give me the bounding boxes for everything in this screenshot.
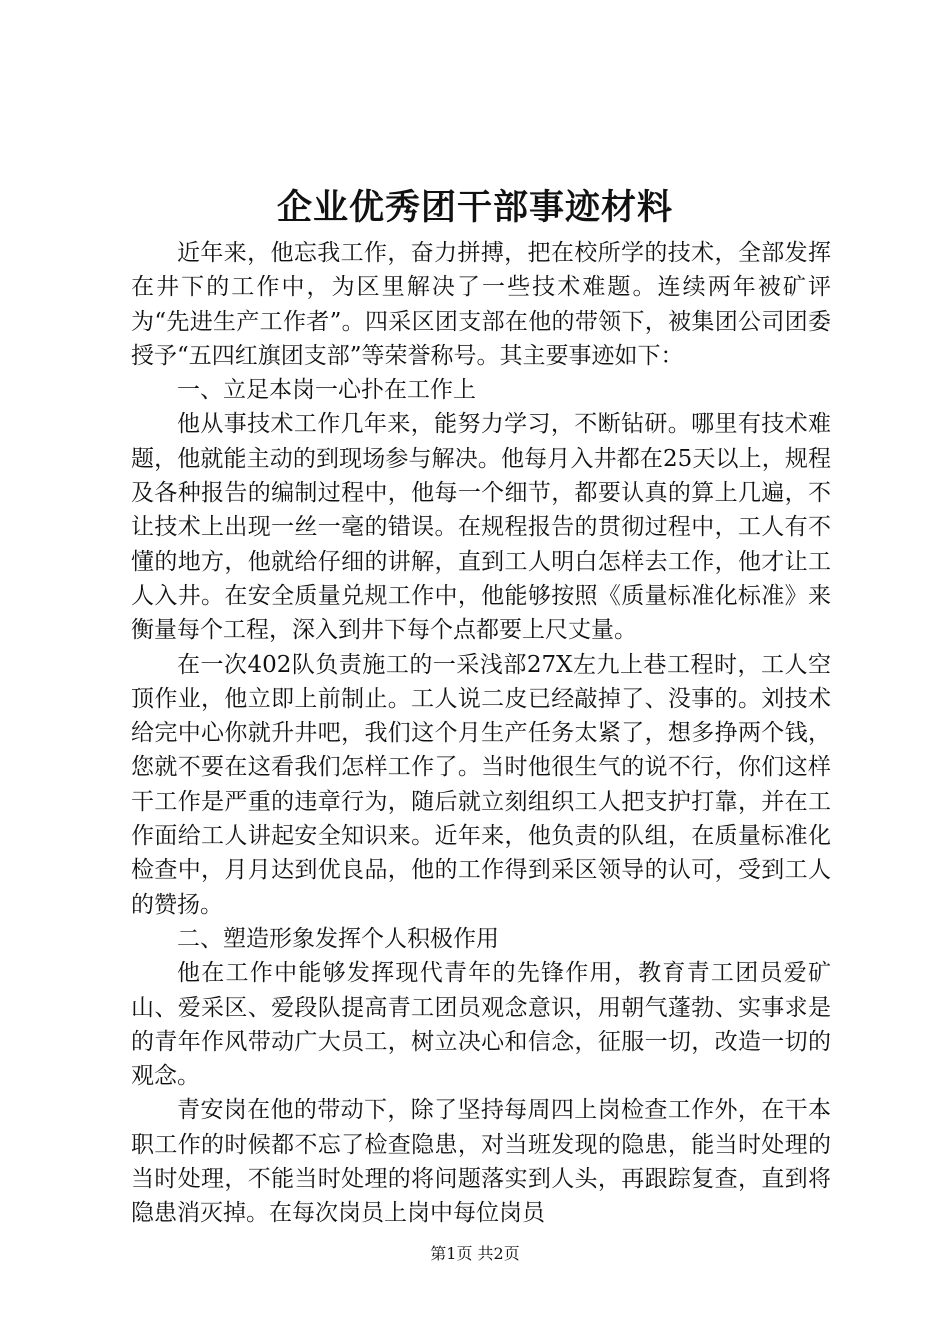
paragraph-intro: 近年来，他忘我工作，奋力拼搏，把在校所学的技术，全部发挥在井下的工作中，为区里解决了一些技术难题。连续两年被矿评为“先进生产工作者”。四采区团支部在他的带领下，被集团公司团委授予“五四红旗团支部”等荣誉称号。其主要事迹如下： [131,240,831,369]
paragraph-youth-role: 他在工作中能够发挥现代青年的先锋作用，教育青工团员爱矿山、爱采区、爱段队提高青工团员观念意识，用朝气蓬勃、实事求是的青年作风带动广大员工，树立决心和信念，征服一切，改造一切的观念。 [131,960,831,1090]
section-heading-1: 一、立足本岗一心扑在工作上 [177,377,476,404]
document-body [131,236,831,1231]
paragraph-technical-work: 他从事技术工作几年来，能努力学习，不断钻研。哪里有技术难题，他就能主动的到现场参与解决。他每月入井都在25天以上，规程及各种报告的编制过程中，他每一个细节，都要认真的算上几遍，不让技术上出现一丝一毫的错误。在规程报告的贯彻过程中，工人有不懂的地方，他就给仔细的讲解，直到工人明白怎样去工作，他才让工人入井。在安全质量兑规工作中，他能够按照《质量标准化标准》来衡量每个工程，深入到井下每个点都要上尺丈量。 [131,411,831,644]
page-footer: 第1页 共2页 [430,1244,520,1263]
paragraph-safety-post: 青安岗在他的带动下，除了坚持每周四上岗检查工作外，在干本职工作的时候都不忘了检查隐患，对当班发现的隐患，能当时处理的当时处理，不能当时处理的将问题落实到人头，再跟踪复查，直到将隐患消灭掉。在每次岗员上岗中每位岗员 [131,1097,831,1227]
section-heading-2: 二、塑造形象发挥个人积极作用 [177,925,499,952]
document-title: 企业优秀团干部事迹材料 [276,187,673,228]
paragraph-safety-incident: 在一次402队负责施工的一采浅部27X左九上巷工程时，工人空顶作业，他立即上前制止。工人说二皮已经敲掉了、没事的。刘技术给完中心你就升井吧，我们这个月生产任务太紧了，想多挣两个钱，您就不要在这看我们怎样工作了。当时他很生气的说不行，你们这样干工作是严重的违章行为，随后就立刻组织工人把支护打靠，并在工作面给工人讲起安全知识来。近年来，他负责的队组，在质量标准化检查中，月月达到优良品，他的工作得到采区领导的认可，受到工人的赞扬。 [131,651,831,918]
